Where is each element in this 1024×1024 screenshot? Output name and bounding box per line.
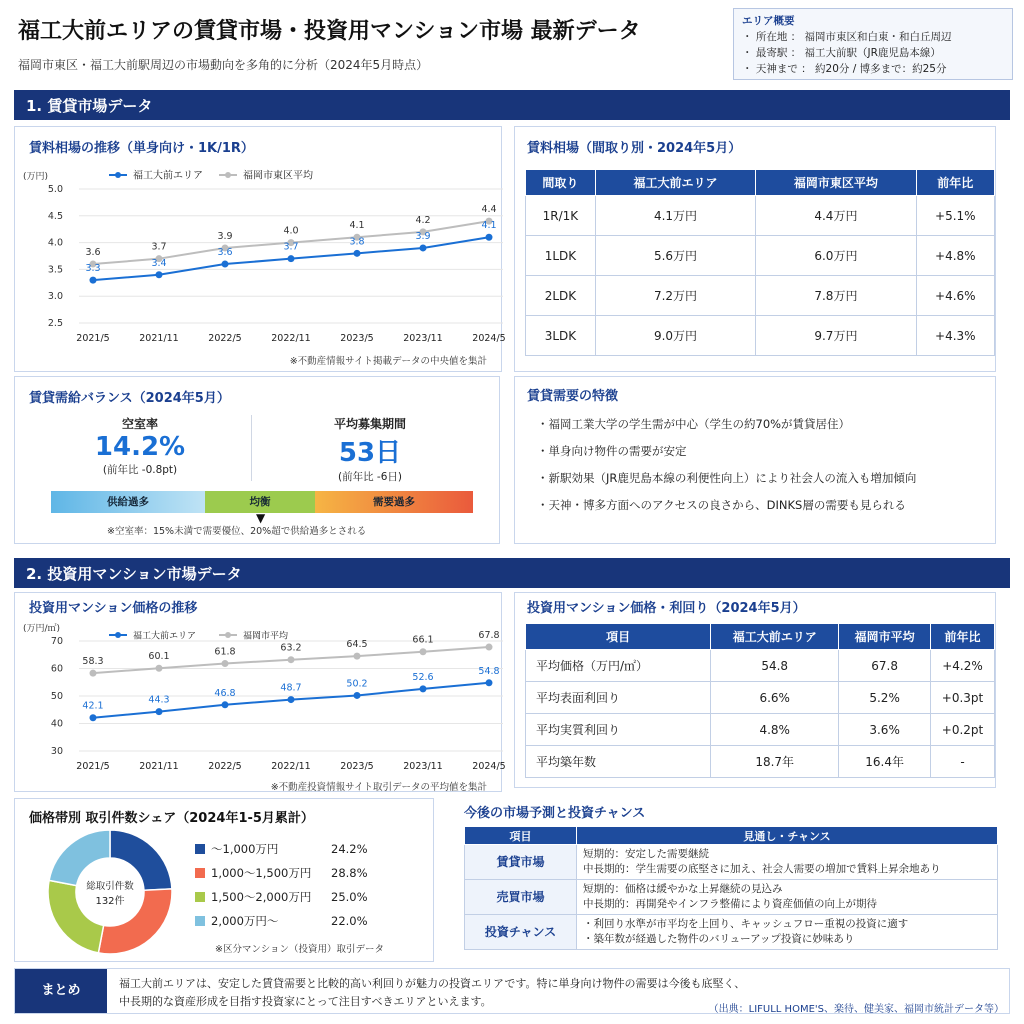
table-cell: - bbox=[931, 746, 995, 778]
rent-line-chart bbox=[15, 161, 506, 357]
table-cell: 4.8% bbox=[711, 714, 839, 746]
x-tick-label: 2022/11 bbox=[271, 333, 311, 344]
summary-text bbox=[119, 975, 745, 1011]
data-label: 4.1 bbox=[481, 220, 497, 232]
donut-center-label: 総取引件数 bbox=[86, 881, 134, 892]
period-stat bbox=[265, 415, 475, 484]
data-point bbox=[222, 660, 229, 667]
data-label: 3.9 bbox=[217, 230, 233, 242]
data-label: 4.1 bbox=[349, 220, 365, 232]
data-point bbox=[288, 656, 295, 663]
data-label: 52.6 bbox=[412, 671, 434, 683]
table-cell: 3.6% bbox=[839, 714, 931, 746]
data-label: 63.2 bbox=[280, 642, 302, 654]
invest-table-header: 項目 bbox=[526, 624, 711, 650]
legend-label: 1,000〜1,500万円 bbox=[211, 866, 312, 880]
list-item: ・単身向け物件の需要が安定 bbox=[537, 444, 687, 458]
x-tick-label: 2024/5 bbox=[472, 333, 506, 344]
x-tick-label: 2023/11 bbox=[403, 333, 443, 344]
table-cell: 54.8 bbox=[711, 650, 839, 682]
y-tick-label: 70 bbox=[50, 636, 63, 647]
forecast-text bbox=[577, 915, 998, 950]
rent-chart-note: ※不動産情報サイト掲載データの中央値を集計 bbox=[289, 356, 487, 367]
data-point bbox=[486, 234, 493, 241]
balance-heading: 賃貸需給バランス（2024年5月） bbox=[29, 391, 230, 406]
x-tick-label: 2023/11 bbox=[403, 761, 443, 772]
forecast-heading: 今後の市場予測と投資チャンス bbox=[464, 806, 646, 821]
table-cell: 平均築年数 bbox=[526, 746, 711, 778]
table-cell: 9.0万円 bbox=[595, 316, 755, 356]
list-item: ・天神・博多方面へのアクセスの良さから、DINKS層の需要も見られる bbox=[537, 498, 906, 512]
vacancy-sub: (前年比 -0.8pt) bbox=[102, 464, 178, 476]
legend-marker bbox=[115, 632, 121, 638]
table-cell: 平均表面利回り bbox=[526, 682, 711, 714]
data-point bbox=[420, 244, 427, 251]
rent-table-header: 前年比 bbox=[916, 170, 994, 196]
y-tick-label: 5.0 bbox=[47, 184, 63, 195]
y-tick-label: 2.5 bbox=[47, 318, 63, 329]
rent-table-header: 福岡市東区平均 bbox=[756, 170, 916, 196]
data-label: 66.1 bbox=[412, 634, 434, 646]
legend-label: 福岡市東区平均 bbox=[243, 170, 313, 182]
list-item: ・新駅効果（JR鹿児島本線の利便性向上）により社会人の流入も増加傾向 bbox=[537, 471, 917, 485]
data-point bbox=[222, 701, 229, 708]
data-point bbox=[354, 250, 361, 257]
data-point bbox=[90, 277, 97, 284]
table-cell: +4.8% bbox=[916, 236, 994, 276]
donut-legend bbox=[195, 841, 395, 941]
price-chart-card bbox=[14, 592, 506, 793]
table-cell: +0.3pt bbox=[931, 682, 995, 714]
legend-value: 28.8% bbox=[331, 866, 368, 880]
y-tick-label: 4.0 bbox=[47, 237, 63, 249]
legend-label: 〜1,000万円 bbox=[211, 842, 279, 856]
x-tick-label: 2022/5 bbox=[208, 333, 242, 344]
data-label: 58.3 bbox=[82, 656, 104, 668]
data-label: 54.8 bbox=[478, 665, 500, 677]
data-label: 3.8 bbox=[349, 236, 365, 248]
legend-value: 25.0% bbox=[331, 890, 368, 904]
table-row bbox=[526, 196, 995, 236]
forecast-header: 項目 bbox=[465, 827, 577, 845]
summary-label: まとめ bbox=[15, 969, 107, 1013]
table-row bbox=[526, 650, 995, 682]
balance-card bbox=[14, 376, 500, 544]
list-item: ・福岡工業大学の学生需が中心（学生の約70%が賃貸居住） bbox=[537, 417, 851, 431]
data-label: 60.1 bbox=[148, 651, 170, 663]
legend-swatch bbox=[195, 868, 205, 878]
donut-card bbox=[14, 798, 434, 962]
data-label: 50.2 bbox=[346, 678, 368, 690]
table-cell: +5.1% bbox=[916, 196, 994, 236]
table-cell: 2LDK bbox=[526, 276, 596, 316]
y-axis-label: (万円/㎡) bbox=[23, 624, 61, 634]
balance-marker: ▼ bbox=[256, 511, 266, 525]
forecast-line: 短期的：価格は緩やかな上昇継続の見込み bbox=[583, 883, 783, 895]
data-point bbox=[420, 648, 427, 655]
price-chart-note: ※不動産投資情報サイト取引データの平均値を集計 bbox=[270, 782, 487, 793]
data-label: 4.0 bbox=[283, 225, 299, 237]
table-cell: 18.7年 bbox=[711, 746, 839, 778]
legend-swatch bbox=[195, 844, 205, 854]
x-tick-label: 2022/11 bbox=[271, 761, 311, 772]
scale-balanced: 均衡 bbox=[205, 491, 315, 513]
table-cell: 4.4万円 bbox=[756, 196, 916, 236]
forecast-line: 中長期的：学生需要の底堅さに加え、社会人需要の増加で賃料上昇余地あり bbox=[583, 863, 941, 875]
y-tick-label: 50 bbox=[50, 691, 63, 702]
donut-chart bbox=[45, 827, 175, 957]
legend-item bbox=[195, 865, 395, 881]
table-cell: +0.2pt bbox=[931, 714, 995, 746]
legend-marker bbox=[225, 632, 231, 638]
balance-note: ※空室率：15%未満で需要優位、20%超で供給過多とされる bbox=[107, 526, 367, 537]
data-point bbox=[90, 714, 97, 721]
data-label: 42.1 bbox=[82, 700, 104, 712]
stat-divider bbox=[251, 415, 252, 481]
data-label: 3.7 bbox=[283, 241, 299, 253]
data-point bbox=[90, 670, 97, 677]
y-tick-label: 60 bbox=[50, 663, 63, 675]
legend-label: 福岡市平均 bbox=[243, 631, 289, 642]
area-station: ・ 最寄駅 ： 福工大前駅（JR鹿児島本線） bbox=[742, 47, 941, 59]
features-card bbox=[514, 376, 996, 544]
table-row bbox=[465, 845, 998, 880]
x-tick-label: 2021/5 bbox=[76, 333, 110, 344]
donut-slice bbox=[49, 830, 110, 886]
x-tick-label: 2023/5 bbox=[340, 333, 374, 344]
table-row bbox=[465, 880, 998, 915]
table-cell: 7.8万円 bbox=[756, 276, 916, 316]
area-overview-box bbox=[733, 8, 1013, 80]
legend-label: 1,500〜2,000万円 bbox=[211, 890, 312, 904]
area-access: ・ 天神まで ： 約20分 / 博多まで：約25分 bbox=[742, 63, 947, 75]
legend-swatch bbox=[195, 892, 205, 902]
data-point bbox=[222, 261, 229, 268]
area-overview-title: エリア概要 bbox=[742, 15, 795, 27]
data-label: 46.8 bbox=[214, 687, 236, 699]
forecast-key: 売買市場 bbox=[465, 880, 577, 915]
table-cell: +4.6% bbox=[916, 276, 994, 316]
x-tick-label: 2023/5 bbox=[340, 761, 374, 772]
table-row bbox=[526, 682, 995, 714]
y-tick-label: 30 bbox=[50, 746, 63, 757]
invest-table-header: 前年比 bbox=[931, 624, 995, 650]
invest-table bbox=[525, 623, 995, 778]
period-value: 53日 bbox=[338, 438, 402, 468]
table-cell: 16.4年 bbox=[839, 746, 931, 778]
forecast-text bbox=[577, 880, 998, 915]
vacancy-stat bbox=[35, 415, 245, 477]
period-label: 平均募集期間 bbox=[333, 417, 406, 431]
scale-overdemand: 需要過多 bbox=[315, 491, 473, 513]
x-tick-label: 2021/11 bbox=[139, 333, 179, 344]
forecast-line: 短期的：安定した需要継続 bbox=[583, 848, 709, 860]
forecast-line: ・利回り水準が市平均を上回り、キャッシュフロー重視の投資に適す bbox=[583, 918, 909, 930]
y-tick-label: 40 bbox=[50, 718, 63, 730]
table-cell: 7.2万円 bbox=[595, 276, 755, 316]
price-line-chart bbox=[15, 621, 506, 781]
rent-chart-card bbox=[14, 126, 506, 372]
legend-marker bbox=[225, 172, 231, 178]
y-tick-label: 3.0 bbox=[47, 291, 63, 303]
data-label: 64.5 bbox=[346, 639, 368, 651]
forecast-text bbox=[577, 845, 998, 880]
x-tick-label: 2021/5 bbox=[76, 761, 110, 772]
features-heading: 賃貸需要の特徴 bbox=[527, 389, 619, 404]
source-note: （出典：LIFULL HOME'S、楽待、健美家、福岡市統計データ等） bbox=[708, 1004, 1004, 1015]
rent-table-header: 福工大前エリア bbox=[595, 170, 755, 196]
forecast-key: 賃貸市場 bbox=[465, 845, 577, 880]
legend-label: 2,000万円〜 bbox=[211, 914, 279, 928]
data-label: 4.4 bbox=[481, 204, 497, 216]
y-tick-label: 3.5 bbox=[47, 264, 63, 276]
table-cell: 67.8 bbox=[839, 650, 931, 682]
data-point bbox=[288, 255, 295, 262]
table-row bbox=[526, 236, 995, 276]
forecast-section bbox=[462, 800, 998, 962]
forecast-header: 見通し・チャンス bbox=[577, 827, 998, 845]
invest-table-card bbox=[514, 592, 996, 788]
legend-value: 22.0% bbox=[331, 914, 368, 928]
data-point bbox=[486, 644, 493, 651]
legend-item bbox=[195, 841, 395, 857]
table-cell: 4.1万円 bbox=[595, 196, 755, 236]
balance-scale bbox=[51, 491, 473, 525]
legend-value: 24.2% bbox=[331, 842, 368, 856]
table-cell: 6.6% bbox=[711, 682, 839, 714]
legend-label: 福工大前エリア bbox=[133, 631, 197, 642]
table-row bbox=[526, 316, 995, 356]
summary-line: 福工大前エリアは、安定した賃貸需要と比較的高い利回りが魅力の投資エリアです。特に単身向け物件の需要は今後も底堅く、 bbox=[119, 977, 746, 990]
table-cell: 1R/1K bbox=[526, 196, 596, 236]
y-axis-label: (万円) bbox=[23, 172, 49, 182]
page-title: 福工大前エリアの賃貸市場・投資用マンション市場 最新データ bbox=[18, 19, 641, 44]
x-tick-label: 2021/11 bbox=[139, 761, 179, 772]
data-label: 3.4 bbox=[151, 257, 167, 269]
forecast-line: 中長期的：再開発やインフラ整備により資産価値の向上が期待 bbox=[583, 898, 877, 910]
data-label: 44.3 bbox=[148, 694, 170, 706]
invest-table-heading: 投資用マンション価格・利回り（2024年5月） bbox=[527, 601, 806, 616]
data-point bbox=[354, 692, 361, 699]
invest-table-header: 福工大前エリア bbox=[711, 624, 839, 650]
rent-chart-heading: 賃料相場の推移（単身向け・1K/1R） bbox=[29, 141, 254, 156]
table-cell: +4.2% bbox=[931, 650, 995, 682]
data-point bbox=[288, 696, 295, 703]
data-point bbox=[156, 271, 163, 278]
legend-item bbox=[195, 889, 395, 905]
rent-table-card bbox=[514, 126, 996, 372]
data-point bbox=[486, 679, 493, 686]
period-sub: (前年比 -6日) bbox=[338, 471, 402, 483]
forecast-line: ・築年数が経過した物件のバリューアップ投資に妙味あり bbox=[583, 933, 855, 945]
x-tick-label: 2022/5 bbox=[208, 761, 242, 772]
rent-table-header: 間取り bbox=[526, 170, 596, 196]
vacancy-value: 14.2% bbox=[94, 432, 186, 462]
scale-oversupply: 供給過多 bbox=[51, 491, 205, 513]
price-chart-heading: 投資用マンション価格の推移 bbox=[29, 601, 198, 616]
legend-item bbox=[195, 913, 395, 929]
data-point bbox=[354, 653, 361, 660]
data-label: 4.2 bbox=[415, 214, 431, 226]
table-row bbox=[526, 276, 995, 316]
data-label: 3.6 bbox=[85, 247, 101, 259]
table-row bbox=[526, 746, 995, 778]
summary-line: 中長期的な資産形成を目指す投資家にとって注目すべきエリアといえます。 bbox=[119, 995, 492, 1008]
data-point bbox=[420, 685, 427, 692]
rent-table-heading: 賃料相場（間取り別・2024年5月） bbox=[527, 141, 742, 156]
table-cell: 5.6万円 bbox=[595, 236, 755, 276]
donut-heading: 価格帯別 取引件数シェア（2024年1-5月累計） bbox=[29, 811, 314, 826]
section-rental-header: 1. 賃貸市場データ bbox=[14, 90, 1010, 120]
vacancy-label: 空室率 bbox=[121, 417, 158, 431]
data-label: 3.9 bbox=[415, 230, 431, 242]
data-label: 3.7 bbox=[151, 241, 167, 253]
legend-marker bbox=[115, 172, 121, 178]
table-cell: 平均価格（万円/㎡） bbox=[526, 650, 711, 682]
table-cell: 3LDK bbox=[526, 316, 596, 356]
area-location: ・ 所在地 ： 福岡市東区和白東・和白丘周辺 bbox=[742, 31, 952, 43]
section-investment-header: 2. 投資用マンション市場データ bbox=[14, 558, 1010, 588]
table-cell: 1LDK bbox=[526, 236, 596, 276]
forecast-table bbox=[464, 826, 998, 950]
table-cell: 平均実質利回り bbox=[526, 714, 711, 746]
table-row bbox=[465, 915, 998, 950]
donut-note: ※区分マンション（投資用）取引データ bbox=[215, 944, 385, 955]
donut-center-value: 132件 bbox=[95, 896, 125, 907]
rent-table bbox=[525, 169, 995, 356]
legend-swatch bbox=[195, 916, 205, 926]
forecast-key: 投資チャンス bbox=[465, 915, 577, 950]
data-point bbox=[156, 708, 163, 715]
data-label: 3.3 bbox=[85, 263, 101, 275]
invest-table-header: 福岡市平均 bbox=[839, 624, 931, 650]
data-label: 3.6 bbox=[217, 247, 233, 259]
table-cell: +4.3% bbox=[916, 316, 994, 356]
table-cell: 5.2% bbox=[839, 682, 931, 714]
data-label: 48.7 bbox=[280, 682, 302, 694]
table-cell: 6.0万円 bbox=[756, 236, 916, 276]
table-row bbox=[526, 714, 995, 746]
legend-label: 福工大前エリア bbox=[133, 170, 203, 182]
x-tick-label: 2024/5 bbox=[472, 761, 506, 772]
y-tick-label: 4.5 bbox=[47, 210, 63, 222]
data-point bbox=[156, 665, 163, 672]
page-subtitle: 福岡市東区・福工大前駅周辺の市場動向を多角的に分析（2024年5月時点） bbox=[18, 58, 429, 72]
data-label: 61.8 bbox=[214, 646, 236, 658]
data-label: 67.8 bbox=[478, 630, 500, 642]
table-cell: 9.7万円 bbox=[756, 316, 916, 356]
features-list bbox=[537, 411, 916, 519]
